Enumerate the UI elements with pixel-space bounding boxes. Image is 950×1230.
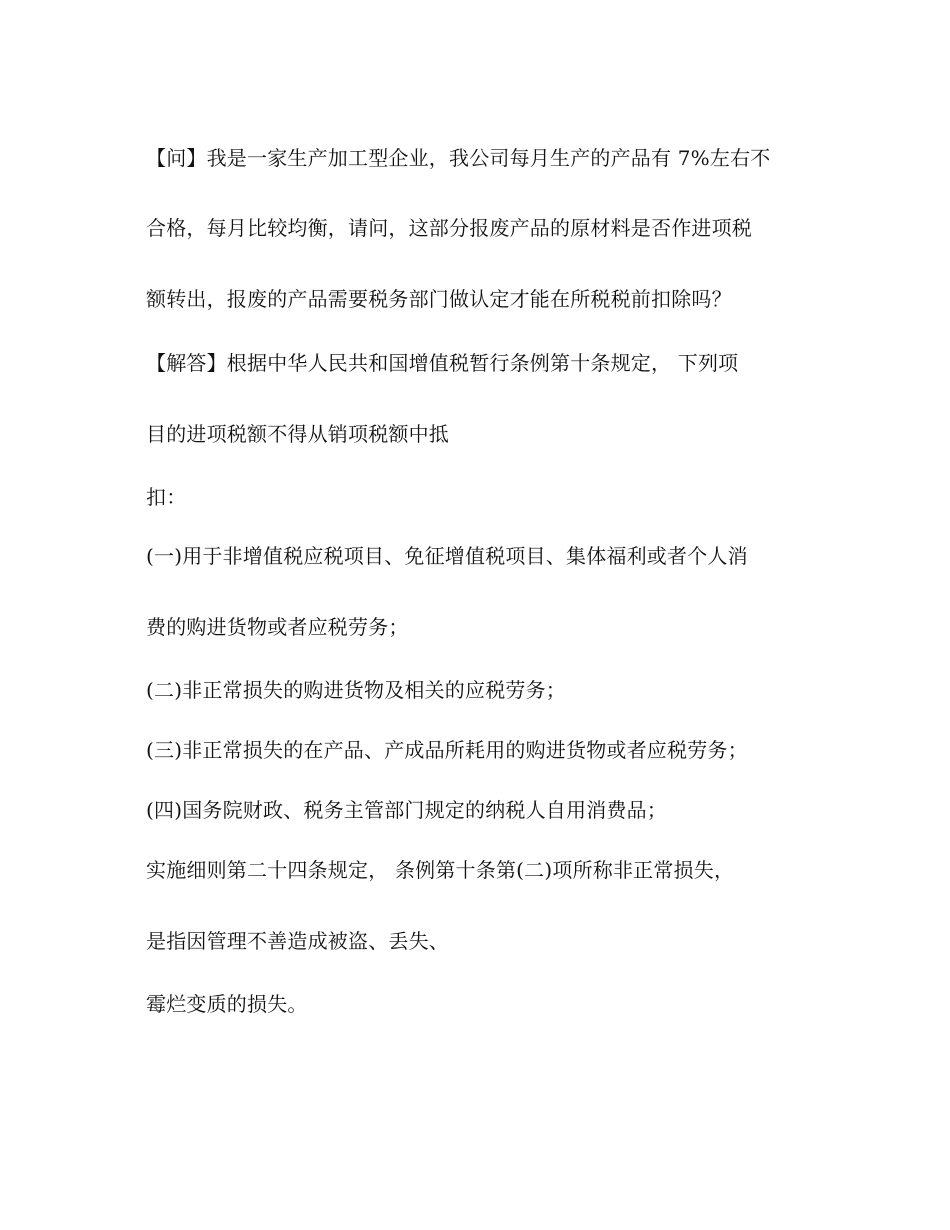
list-item-4: (四)国务院财政、税务主管部门规定的纳税人自用消费品；: [146, 798, 668, 822]
rule-line-3: 霉烂变质的损失。: [146, 992, 308, 1016]
question-line-2: 合格，每月比较均衡，请问，这部分报废产品的原材料是否作进项税: [146, 216, 752, 240]
answer-line-1: 【解答】根据中华人民共和国增值税暂行条例第十条规定， 下列项: [146, 351, 739, 375]
question-line-1: 【问】我是一家生产加工型企业，我公司每月生产的产品有 7%左右不: [146, 146, 771, 170]
list-item-1-line-2: 费的购进货物或者应税劳务；: [146, 615, 409, 639]
list-item-2: (二)非正常损失的购进货物及相关的应税劳务；: [146, 678, 567, 702]
rule-line-2: 是指因管理不善造成被盗、丢失、: [146, 929, 449, 953]
list-item-1-line-1: (一)用于非增值税应税项目、免征增值税项目、集体福利或者个人消: [146, 544, 748, 568]
answer-line-2: 目的进项税额不得从销项税额中抵: [146, 422, 449, 446]
rule-line-1: 实施细则第二十四条规定， 条例第十条第(二)项所称非正常损失，: [146, 858, 735, 882]
list-item-3: (三)非正常损失的在产品、产成品所耗用的购进货物或者应税劳务；: [146, 738, 748, 762]
answer-line-3: 扣：: [146, 485, 187, 509]
question-line-3: 额转出，报废的产品需要税务部门做认定才能在所税税前扣除吗？: [146, 287, 732, 311]
